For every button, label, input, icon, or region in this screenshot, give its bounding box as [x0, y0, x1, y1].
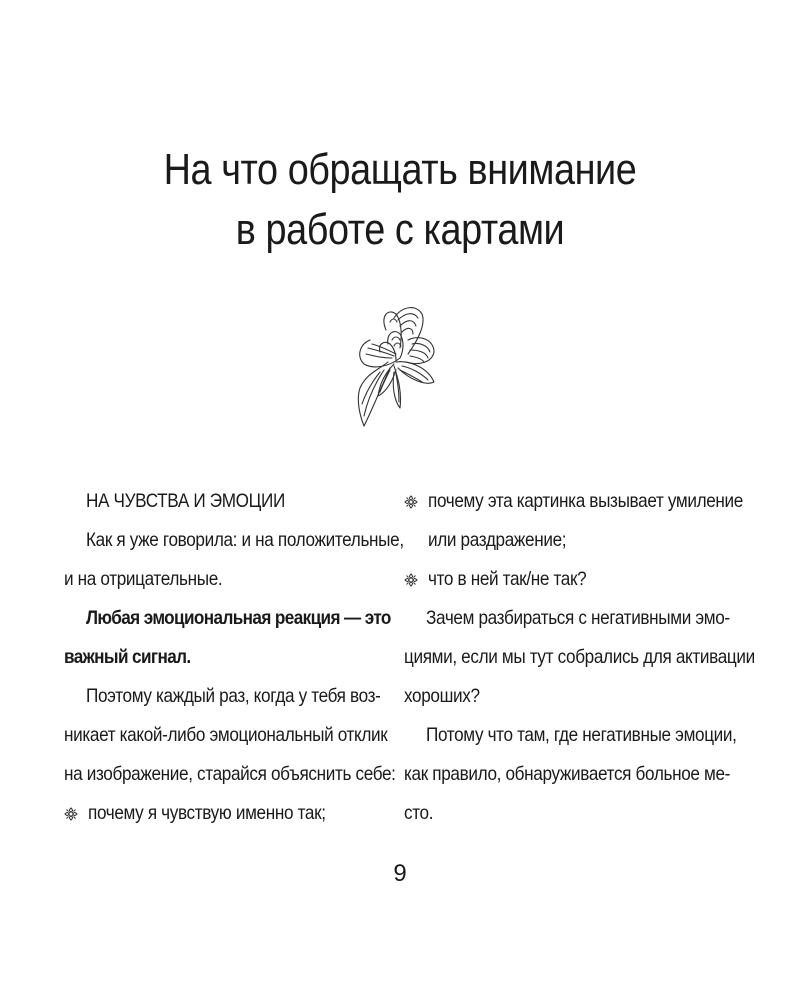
bold-statement: важный сигнал. — [64, 646, 191, 668]
paragraph-line: Поэтому каждый раз, когда у тебя воз- — [86, 685, 381, 707]
list-item — [404, 560, 738, 599]
lotus-flower-icon — [350, 300, 442, 430]
title-line-1: На что обращать внимание — [163, 145, 637, 194]
list-item — [404, 482, 743, 521]
paragraph-line: как правило, обнаруживается больное ме- — [404, 763, 731, 785]
list-item — [64, 794, 396, 833]
left-column — [64, 482, 404, 833]
list-item-text: что в ней так/не так? — [428, 568, 587, 590]
paragraph-line: Как я уже говорила: и на положительные, — [86, 529, 404, 551]
paragraph-line: Зачем разбираться с негативными эмо- — [426, 607, 730, 629]
list-item-continuation: или раздражение; — [428, 529, 567, 551]
paragraph-line: Потому что там, где негативные эмоции, — [426, 724, 737, 746]
paragraph-line: сто. — [404, 802, 434, 824]
list-item-text: почему эта картинка вызывает умиление — [428, 490, 743, 512]
paragraph-line: циями, если мы тут собрались для активации — [404, 646, 755, 668]
page-title — [56, 140, 744, 260]
page-number: 9 — [393, 860, 407, 887]
paragraph-line: на изображение, старайся объяснить себе: — [64, 763, 396, 785]
flower-bullet-icon — [404, 573, 418, 587]
list-item-text: почему я чувствую именно так; — [88, 802, 326, 824]
flower-bullet-icon — [404, 495, 418, 509]
title-line-2: в работе с картами — [235, 205, 565, 254]
bold-statement: Любая эмоциональная реакция — это — [86, 607, 391, 629]
section-heading: НА ЧУВСТВА И ЭМОЦИИ — [86, 490, 285, 512]
paragraph-line: хороших? — [404, 685, 480, 707]
flower-bullet-icon — [64, 807, 78, 821]
paragraph-line: и на отрицательные. — [64, 568, 223, 590]
right-column — [404, 482, 755, 833]
paragraph-line: никает какой-либо эмоциональный отклик — [64, 724, 388, 746]
